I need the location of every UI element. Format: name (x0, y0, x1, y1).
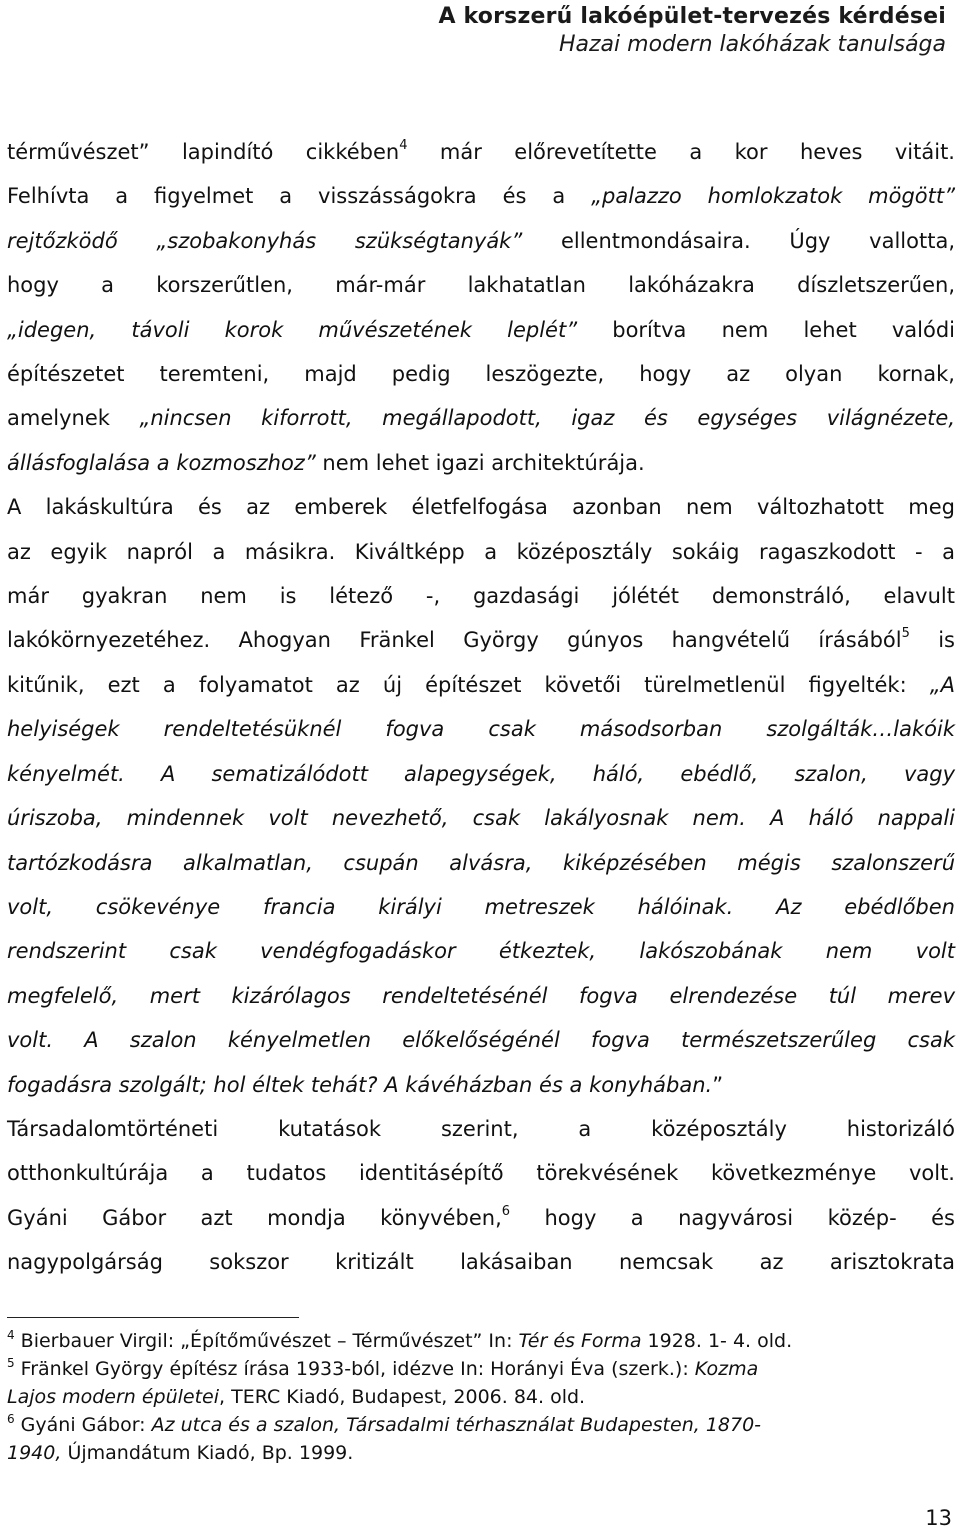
text-run: , TERC Kiadó, Budapest, 2006. 84. old. (219, 1386, 586, 1408)
text-run: Felhívta a figyelmet a visszásságokra és a (7, 184, 592, 209)
body-line (7, 174, 955, 218)
quote-run: volt. A szalon kényelmetlen előkelőségénél fogva természetszerűleg csak (7, 1028, 955, 1053)
text-run: kitűnik, ezt a folyamatot az új építészet követői türelmetlenül figyelték: (7, 672, 930, 697)
footnote-4 (7, 1327, 955, 1355)
footnote-ref: 6 (501, 1203, 511, 1219)
text-run: ellentmondásaira. Úgy vallotta, (522, 228, 955, 253)
text-run: 1928. 1- 4. old. (641, 1330, 793, 1352)
text-run: Gyáni Gábor: (14, 1414, 152, 1436)
footnote-6-cont (7, 1439, 955, 1467)
quote-run: „nincsen kiforrott, megállapodott, igaz és egységes világnézete, (139, 406, 955, 431)
body-line (7, 707, 955, 751)
quote-run: úriszoba, mindennek volt nevezhető, csak lakályosnak nem. A háló nappali (7, 806, 955, 831)
footnote-5 (7, 1355, 955, 1383)
body-line (7, 1018, 955, 1062)
body-line (7, 618, 955, 662)
text-run: borítva nem lehet valódi (577, 317, 955, 342)
quote-run: „idegen, távoli korok művészetének leplét” (7, 317, 578, 342)
text-run: ” (712, 1072, 724, 1097)
footnote-ref: 5 (901, 626, 910, 642)
title-run: 1940, (7, 1442, 62, 1464)
body-line (7, 396, 955, 440)
body-line (7, 1063, 955, 1107)
footnote-5-cont (7, 1383, 955, 1411)
quote-run: kényelmét. A sematizálódott alapegységek, háló, ebédlő, szalon, vagy (7, 761, 955, 786)
body-line: építészetet teremteni, majd pedig leszögezte, hogy az olyan kornak, (7, 362, 955, 387)
quote-run: fogadásra szolgált; hol éltek tehát? A kávéházban és a konyhában. (7, 1072, 713, 1097)
body-line (7, 663, 955, 707)
body-line (7, 441, 955, 485)
quote-run: rendszerint csak vendégfogadáskor étkeztek, lakószobának nem volt (7, 939, 955, 964)
text-run: hogy a nagyvárosi közép- és (510, 1205, 955, 1230)
body-line (7, 752, 955, 796)
text-run: Fränkel György építész írása 1933-ból, idézve In: Horányi Éva (szerk.): (14, 1358, 695, 1380)
body-line: már gyakran nem is létező -, gazdasági jólétét demonstráló, elavult (7, 584, 955, 609)
title-run: Az utca és a szalon, Társadalmi térhasználat Budapesten, 1870- (151, 1414, 762, 1436)
quote-run: helyiségek rendeltetésüknél fogva csak másodsorban szolgálták…lakóik (7, 717, 955, 742)
body-line (7, 929, 955, 973)
body-line (7, 796, 955, 840)
footnotes (7, 1327, 955, 1467)
text-run: lakókörnyezetéhez. Ahogyan Fränkel György gúnyos hangvételű írásából (7, 628, 902, 653)
quote-run: volt, csökevénye francia királyi metreszek hálóinak. Az ebédlőben (7, 894, 955, 919)
body-line (7, 130, 955, 174)
quote-run: „palazzo homlokzatok mögött” (591, 184, 956, 209)
text-run: nem lehet igazi architektúrája. (315, 450, 645, 475)
footnote-divider (7, 1317, 299, 1318)
body-line (7, 308, 955, 352)
body-line (7, 219, 955, 263)
quote-run: tartózkodásra alkalmatlan, csupán alvásra, kiképzésében mégis szalonszerű (7, 850, 955, 875)
body-line: hogy a korszerűtlen, már-már lakhatatlan lakóházakra díszletszerűen, (7, 273, 955, 298)
quote-run: rejtőzködő „szobakonyhás szükségtanyák” (7, 228, 523, 253)
footnote-ref: 4 (399, 138, 408, 153)
text-run: Újmandátum Kiadó, Bp. 1999. (61, 1442, 354, 1464)
page-number: 13 (925, 1506, 952, 1530)
body-line (7, 1196, 955, 1240)
body-line (7, 974, 955, 1018)
text-run: már előrevetítette a kor heves vitáit. (407, 140, 955, 164)
text-run: térművészet” lapindító cikkében (7, 140, 400, 164)
body-line: nagypolgárság sokszor kritizált lakásaiban nemcsak az arisztokrata (7, 1250, 955, 1275)
footnote-6 (7, 1411, 955, 1439)
footnote-number: 4 (7, 1327, 15, 1342)
running-header-title: A korszerű lakóépület-tervezés kérdései (438, 4, 946, 29)
body-text (7, 130, 955, 1285)
body-line: A lakáskultúra és az emberek életfelfogása azonban nem változhatott meg (7, 495, 955, 520)
body-line: az egyik napról a másikra. Kiváltképp a középosztály sokáig ragaszkodott - a (7, 539, 955, 564)
title-run: Lajos modern épületei (7, 1386, 220, 1408)
footnote-number: 6 (7, 1411, 15, 1426)
text-run: is (909, 628, 955, 653)
text-run: Bierbauer Virgil: „Építőművészet – Térművészet” In: (14, 1330, 519, 1352)
text-run: amelynek (7, 406, 140, 431)
quote-run: „A (929, 672, 955, 697)
quote-run: állásfoglalása a kozmoszhoz” (7, 450, 316, 475)
footnote-number: 5 (7, 1355, 15, 1370)
body-line: otthonkultúrája a tudatos identitásépítő törekvésének következménye volt. (7, 1161, 955, 1186)
title-run: Kozma (694, 1358, 759, 1380)
body-line (7, 885, 955, 929)
body-line: Társadalomtörténeti kutatások szerint, a középosztály historizáló (7, 1116, 955, 1141)
text-run: Gyáni Gábor azt mondja könyvében, (7, 1205, 502, 1230)
quote-run: megfelelő, mert kizárólagos rendeltetésénél fogva elrendezése túl merev (7, 983, 955, 1008)
running-header-subtitle: Hazai modern lakóházak tanulsága (558, 32, 946, 57)
body-line (7, 841, 955, 885)
title-run: Tér és Forma (518, 1330, 642, 1352)
